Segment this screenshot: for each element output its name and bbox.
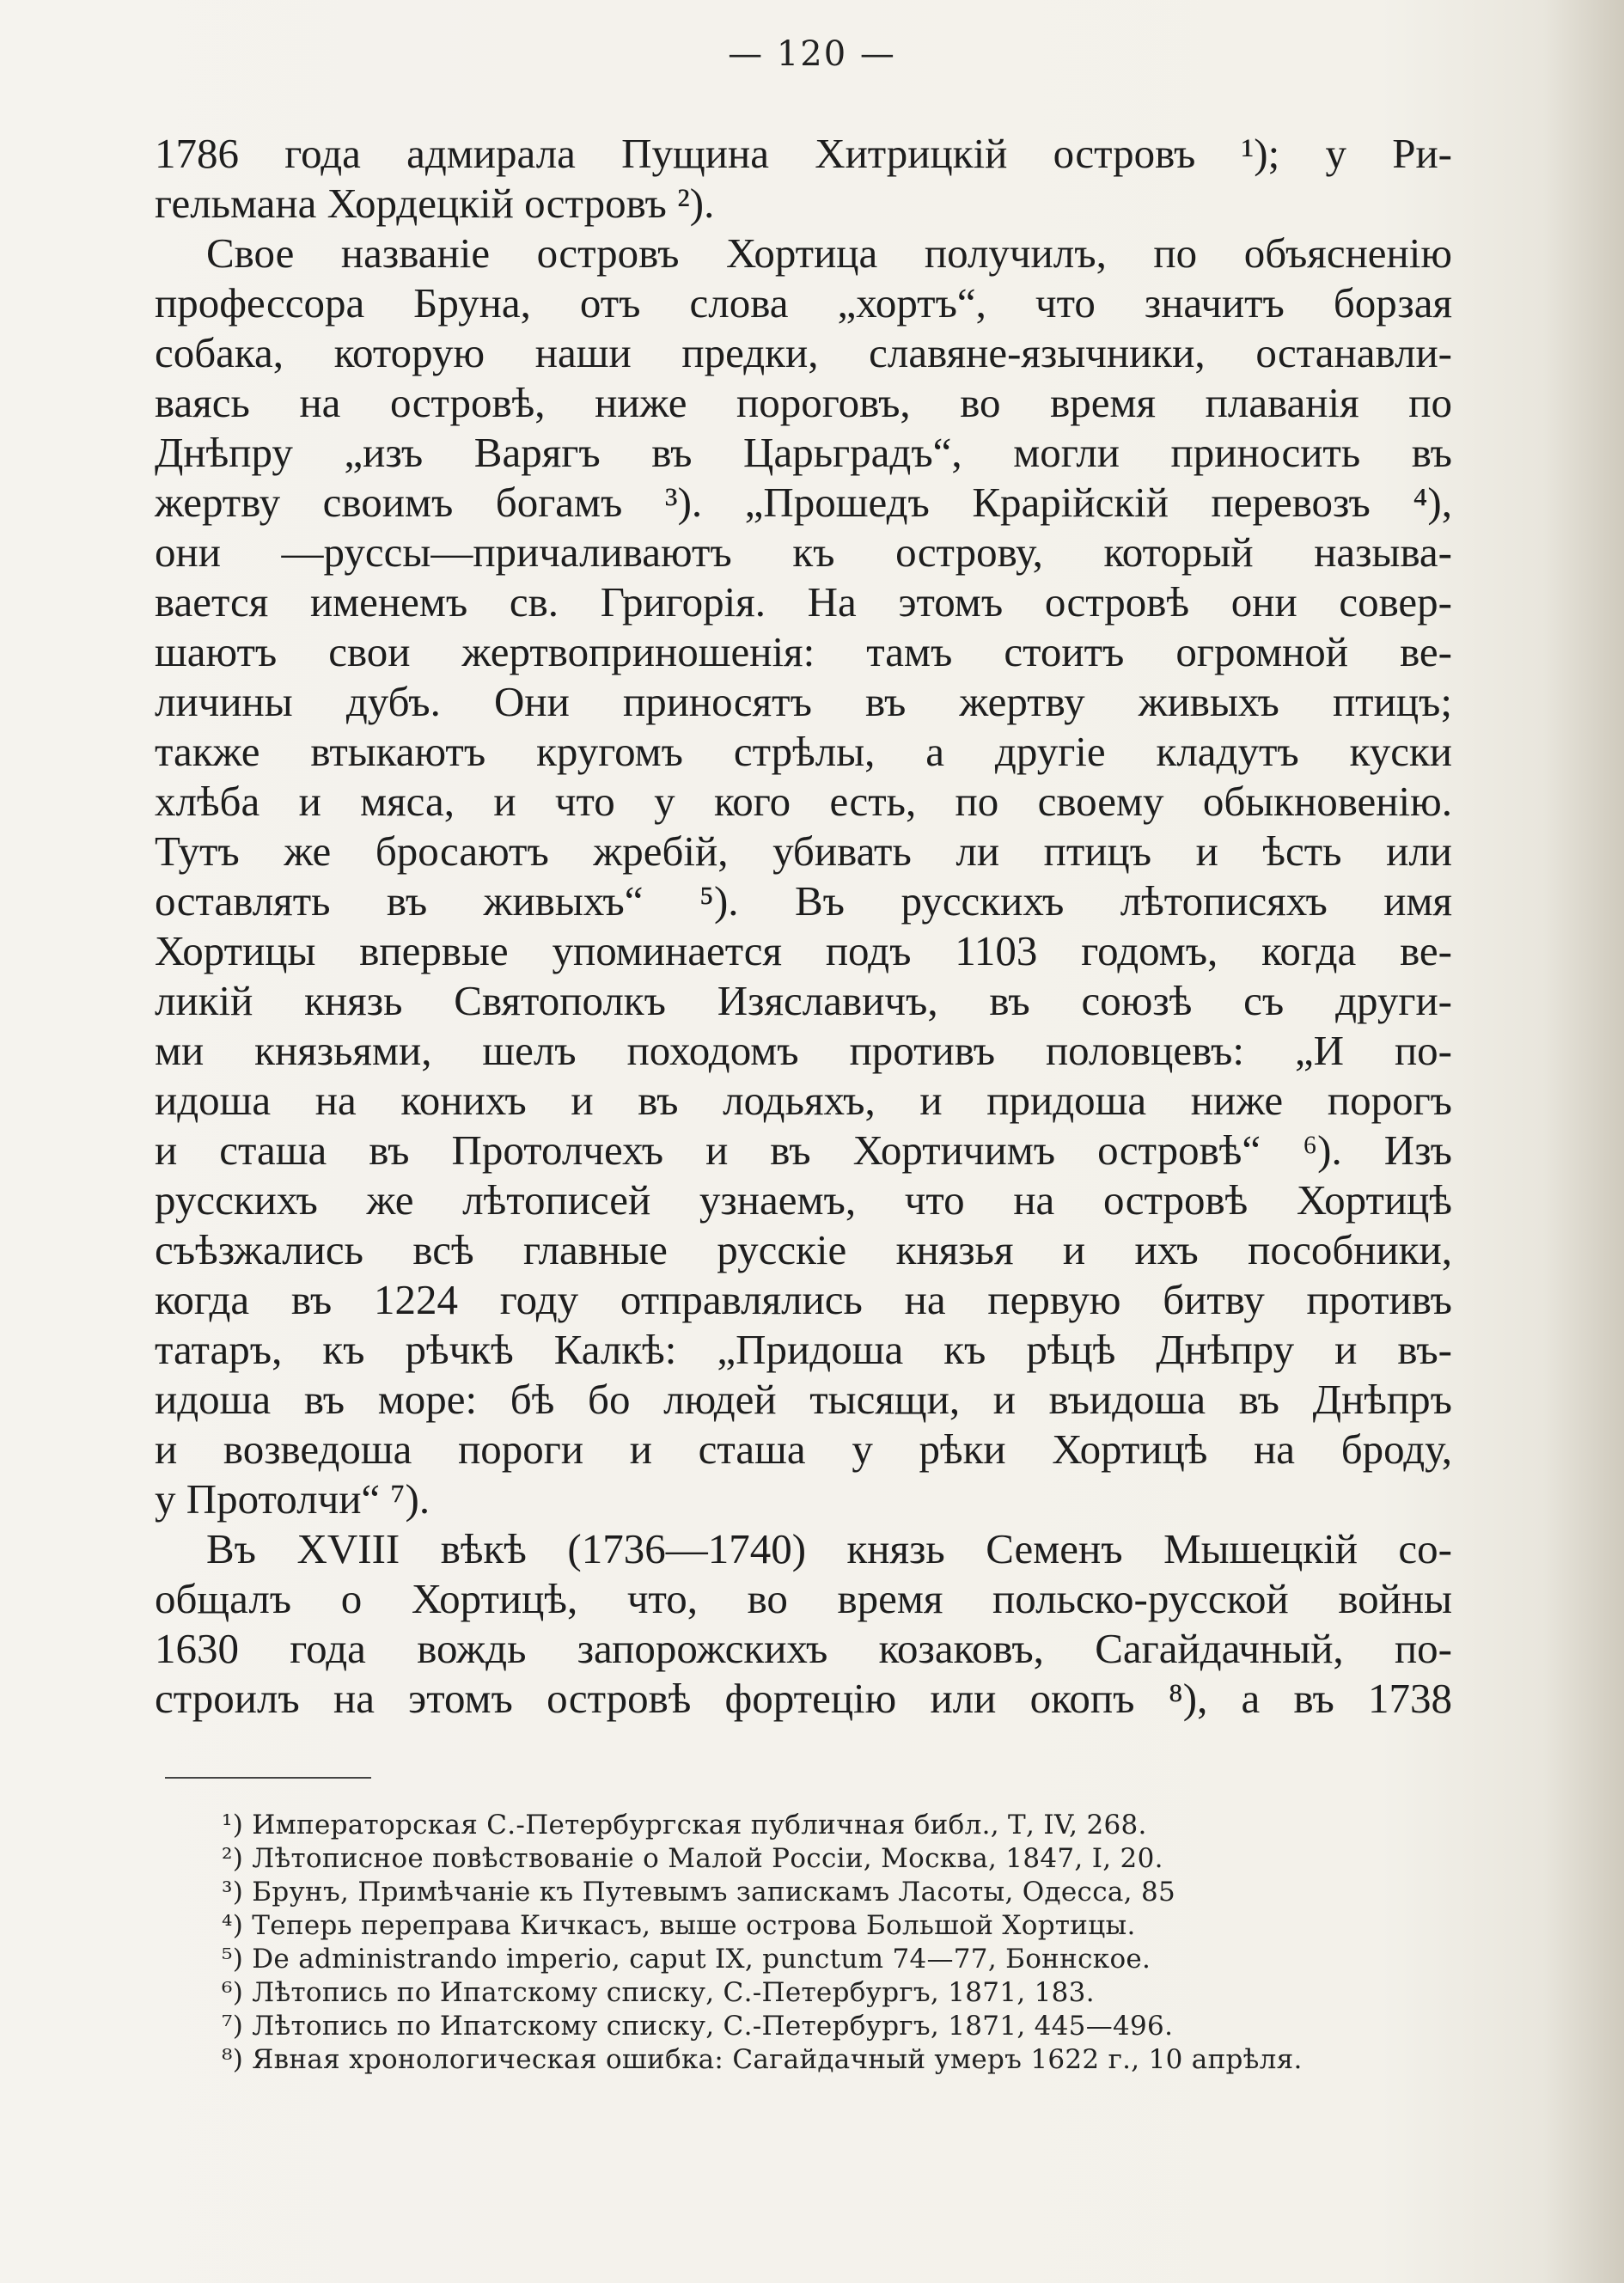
text-line: у Протолчи“ ⁷). — [155, 1475, 430, 1523]
text-line: Свое названіе островъ Хортица получилъ, по объясненію — [206, 229, 1452, 277]
text-line: Днѣпру „изъ Варягъ въ Царьградъ“, могли приносить въ — [155, 429, 1452, 476]
text-line: строилъ на этомъ островѣ фортецію или окопъ ⁸), а въ 1738 — [155, 1675, 1452, 1722]
footnote: ⁷) Лѣтопись по Ипатскому списку, С.-Петербургъ, 1871, 445—496. — [222, 2011, 1174, 2042]
text-line: русскихъ же лѣтописей узнаемъ, что на островѣ Хортицѣ — [155, 1176, 1452, 1224]
text-line: идоша на конихъ и въ лодьяхъ, и придоша ниже порогъ — [155, 1077, 1452, 1124]
text-line: и возведоша пороги и сташа у рѣки Хортицѣ на броду, — [155, 1425, 1452, 1473]
text-line: ми князьями, шелъ походомъ противъ половцевъ: „И по- — [155, 1027, 1452, 1074]
text-line: ваясь на островѣ, ниже пороговъ, во время плаванія по — [155, 379, 1452, 426]
text-line: общалъ о Хортицѣ, что, во время польско-русской войны — [155, 1575, 1452, 1622]
footnote: ²) Лѣтописное повѣствованіе о Малой Россіи, Москва, 1847, I, 20. — [222, 1843, 1163, 1874]
text-line: идоша въ море: бѣ бо людей тысящи, и въидоша въ Днѣпръ — [155, 1376, 1452, 1423]
footnote: ¹) Императорская С.-Петербургская публичная библ., Т, IV, 268. — [222, 1810, 1147, 1840]
text-line: хлѣба и мяса, и что у кого есть, по своему обыкновенію. — [155, 778, 1452, 825]
footnote: ⁵) De administrando imperio, caput IX, punctum 74—77, Боннское. — [222, 1944, 1151, 1975]
footnote-separator — [165, 1777, 371, 1779]
text-line: жертву своимъ богамъ ³). „Прошедъ Крарійскій перевозъ ⁴), — [155, 479, 1452, 526]
text-line: съѣзжались всѣ главные русскіе князья и ихъ пособники, — [155, 1226, 1452, 1273]
text-line: 1630 года вождь запорожскихъ козаковъ, Сагайдачный, по- — [155, 1625, 1452, 1672]
text-line: гельмана Хордецкій островъ ²). — [155, 180, 715, 227]
footnote: ⁴) Теперь переправа Кичкасъ, выше острова Большой Хортицы. — [222, 1910, 1136, 1941]
footnote: ⁶) Лѣтопись по Ипатскому списку, С.-Петербургъ, 1871, 183. — [222, 1977, 1095, 2008]
text-line: Хортицы впервые упоминается подъ 1103 годомъ, когда ве- — [155, 927, 1452, 974]
text-line: и сташа въ Протолчехъ и въ Хортичимъ островѣ“ ⁶). Изъ — [155, 1126, 1452, 1174]
page-number: — 120 — — [728, 34, 896, 74]
text-line: 1786 года адмирала Пущина Хитрицкій островъ ¹); у Ри- — [155, 130, 1452, 177]
text-line: профессора Бруна, отъ слова „хортъ“, что значитъ борзая — [155, 279, 1452, 327]
text-line: Тутъ же бросаютъ жребій, убивать ли птицъ и ѣсть или — [155, 827, 1452, 875]
text-line: также втыкаютъ кругомъ стрѣлы, а другіе кладутъ куски — [155, 728, 1452, 775]
footnote: ³) Брунъ, Примѣчаніе къ Путевымъ запискамъ Ласоты, Одесса, 85 — [222, 1877, 1176, 1908]
body-text — [155, 129, 1452, 1724]
footnote: ⁸) Явная хронологическая ошибка: Сагайдачный умеръ 1622 г., 10 апрѣля. — [222, 2044, 1303, 2075]
text-line: когда въ 1224 году отправлялись на первую битву противъ — [155, 1276, 1452, 1323]
text-line: ликій князь Святополкъ Изяславичъ, въ союзѣ съ други- — [155, 977, 1452, 1024]
text-line: собака, которую наши предки, славяне-язычники, останавли- — [155, 329, 1452, 376]
text-line: они —руссы—причаливаютъ къ острову, который называ- — [155, 528, 1452, 576]
text-line: оставлять въ живыхъ“ ⁵). Въ русскихъ лѣтописяхъ имя — [155, 877, 1452, 925]
footnotes — [222, 1809, 1459, 2077]
text-line: личины дубъ. Они приносятъ въ жертву живыхъ птицъ; — [155, 678, 1452, 725]
text-line: вается именемъ св. Григорія. На этомъ островѣ они совер- — [155, 578, 1452, 626]
text-line: Въ XVIII вѣкѣ (1736—1740) князь Семенъ Мышецкій со- — [206, 1525, 1452, 1572]
text-line: татаръ, къ рѣчкѣ Калкѣ: „Придоша къ рѣцѣ Днѣпру и въ- — [155, 1326, 1452, 1373]
text-line: шаютъ свои жертвоприношенія: тамъ стоитъ огромной ве- — [155, 628, 1452, 675]
